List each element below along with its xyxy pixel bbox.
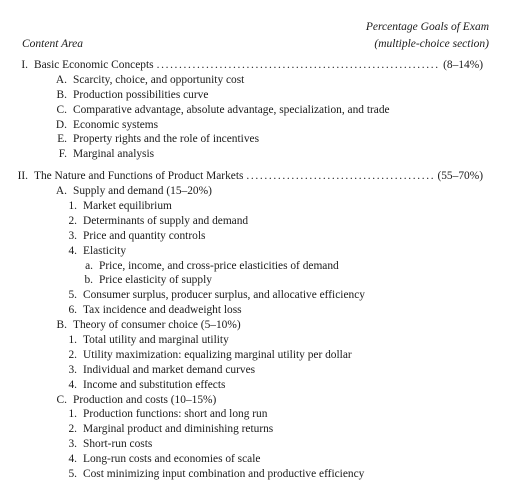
outline-subitem <box>0 437 512 452</box>
outline-subitem <box>0 378 512 393</box>
section-heading <box>0 58 483 73</box>
item-marker: 3. <box>68 363 77 376</box>
section-number: I. <box>21 59 28 71</box>
section-percentage: (8–14%) <box>443 59 483 71</box>
item-marker: F. <box>58 148 67 161</box>
item-marker: 1. <box>68 408 77 421</box>
item-text: Income and substitution effects <box>83 378 226 391</box>
outline-subitem <box>0 467 512 482</box>
item-marker: A. <box>55 185 67 198</box>
course-outline <box>0 58 512 482</box>
item-text: Production functions: short and long run <box>83 408 268 421</box>
item-text: Tax incidence and deadweight loss <box>83 304 242 317</box>
item-marker: b. <box>84 274 93 287</box>
item-text: Utility maximization: equalizing marginal utility per dollar <box>83 348 352 361</box>
outline-subitem <box>0 229 512 244</box>
item-text: Production possibilities curve <box>73 88 209 101</box>
outline-subitem <box>0 199 512 214</box>
item-text: Marginal analysis <box>73 148 155 161</box>
item-marker: 5. <box>68 289 77 302</box>
outline-item <box>0 103 512 118</box>
outline-subitem <box>0 303 512 318</box>
item-text: Determinants of supply and demand <box>83 214 249 227</box>
item-text: Price elasticity of supply <box>99 274 212 287</box>
section-title: Basic Economic Concepts <box>34 59 154 71</box>
item-text: Individual and market demand curves <box>83 363 256 376</box>
item-text: Production and costs (10–15%) <box>73 393 217 406</box>
item-text: Comparative advantage, absolute advantage, specialization, and trade <box>73 103 390 116</box>
item-text: Elasticity <box>83 244 127 257</box>
item-marker: 2. <box>68 348 77 361</box>
item-marker: C. <box>56 103 67 116</box>
outline-subitem <box>0 407 512 422</box>
exam-goals-header-line1: Percentage Goals of Exam <box>365 21 489 33</box>
item-marker: 3. <box>68 438 77 451</box>
content-area-header: Content Area <box>22 38 84 50</box>
section-title: The Nature and Functions of Product Markets <box>34 170 244 183</box>
item-marker: 2. <box>68 423 77 436</box>
item-marker: 4. <box>68 378 77 391</box>
outline-subitem <box>0 333 512 348</box>
outline-item <box>0 132 512 147</box>
section-number: II. <box>17 170 28 183</box>
item-text: Long-run costs and economies of scale <box>83 453 261 466</box>
item-text: Cost minimizing input combination and productive efficiency <box>83 468 365 481</box>
item-text: Scarcity, choice, and opportunity cost <box>73 73 245 86</box>
item-marker: 4. <box>68 244 77 257</box>
item-marker: 4. <box>68 453 77 466</box>
item-marker: E. <box>57 133 67 146</box>
item-text: Theory of consumer choice (5–10%) <box>73 319 241 332</box>
outline-subitem <box>0 244 512 259</box>
item-marker: a. <box>85 259 93 272</box>
item-marker: D. <box>55 118 67 131</box>
exam-goals-header-line2: (multiple-choice section) <box>374 38 489 50</box>
outline-subitem <box>0 422 512 437</box>
item-text: Total utility and marginal utility <box>83 334 229 347</box>
outline-subitem <box>0 348 512 363</box>
outline-item <box>0 118 512 133</box>
item-text: Consumer surplus, producer surplus, and allocative efficiency <box>83 289 365 302</box>
outline-subsubitem <box>0 259 512 274</box>
item-text: Price and quantity controls <box>83 229 206 242</box>
item-marker: C. <box>56 393 67 406</box>
outline-subitem <box>0 288 512 303</box>
item-marker: A. <box>55 73 67 86</box>
item-marker: B. <box>56 319 67 332</box>
item-marker: 5. <box>68 468 77 481</box>
item-text: Short-run costs <box>83 438 153 451</box>
outline-item <box>0 147 512 162</box>
outline-subitem <box>0 214 512 229</box>
item-marker: 6. <box>68 304 77 317</box>
item-text: Market equilibrium <box>83 200 172 213</box>
outline-subitem <box>0 363 512 378</box>
item-marker: B. <box>56 88 67 101</box>
section-heading <box>0 169 483 184</box>
section-percentage: (55–70%) <box>437 170 483 183</box>
dot-leader <box>246 169 434 184</box>
item-marker: 3. <box>68 229 77 242</box>
item-text: Marginal product and diminishing returns <box>83 423 274 436</box>
outline-item <box>0 393 512 408</box>
outline-item <box>0 318 512 333</box>
item-text: Economic systems <box>73 118 159 131</box>
item-marker: 2. <box>68 214 77 227</box>
section-gap <box>0 162 512 169</box>
outline-subitem <box>0 452 512 467</box>
outline-item <box>0 73 512 88</box>
item-marker: 1. <box>68 334 77 347</box>
dot-leader <box>157 58 441 73</box>
outline-subsubitem <box>0 273 512 288</box>
outline-item <box>0 88 512 103</box>
item-text: Supply and demand (15–20%) <box>73 185 212 198</box>
item-text: Price, income, and cross-price elasticities of demand <box>99 259 339 272</box>
outline-item <box>0 184 512 199</box>
item-marker: 1. <box>68 200 77 213</box>
exam-goals-header <box>289 19 489 53</box>
item-text: Property rights and the role of incentives <box>73 133 259 146</box>
